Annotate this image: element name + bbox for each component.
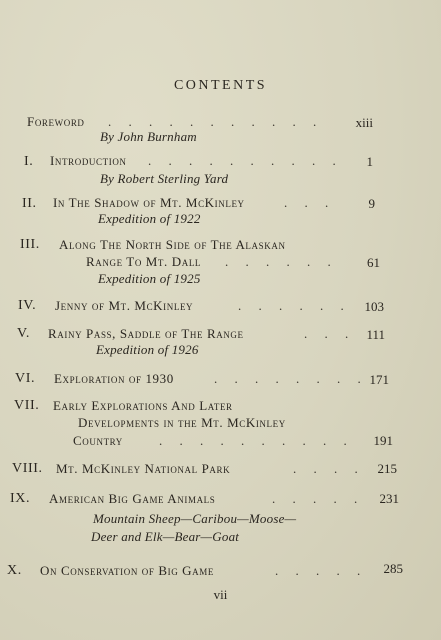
- toc-entry-3-title-line-2: Range To Mt. Dall: [86, 254, 202, 269]
- toc-entry-3-page: 61: [367, 255, 380, 270]
- page-folio: vii: [213, 587, 228, 602]
- toc-entry-8-number: VIII.: [12, 461, 43, 476]
- toc-entry-7-title-line-3: Country: [73, 433, 123, 448]
- toc-entry-7-title-line-2: Developments in the Mt. McKinley: [78, 415, 286, 430]
- leader-dots: . . .: [304, 326, 356, 341]
- toc-entry-foreword-page: xiii: [355, 115, 373, 130]
- leader-dots: . . . . . .: [225, 254, 338, 269]
- leader-dots: . . . .: [293, 461, 365, 476]
- toc-entry-8-page: 215: [377, 461, 397, 476]
- toc-entry-9-page: 231: [379, 491, 399, 506]
- toc-entry-9-subtitle-line-1: Mountain Sheep—Caribou—Moose—: [93, 511, 297, 526]
- toc-entry-foreword-byline: By John Burnham: [100, 129, 197, 144]
- toc-entry-2-page: 9: [368, 196, 375, 211]
- toc-entry-3-subtitle: Expedition of 1925: [98, 271, 201, 286]
- leader-dots: . . . . .: [272, 491, 365, 506]
- toc-entry-5-number: V.: [17, 326, 31, 341]
- toc-entry-2-title: In The Shadow of Mt. McKinley: [53, 195, 245, 210]
- toc-entry-5-title: Rainy Pass, Saddle of The Range: [48, 326, 244, 341]
- toc-entry-3-title-line-1: Along The North Side of The Alaskan: [59, 237, 286, 252]
- toc-entry-1-byline: By Robert Sterling Yard: [100, 171, 229, 186]
- toc-entry-10-page: 285: [383, 561, 403, 576]
- toc-entry-1-page: 1: [366, 154, 373, 169]
- toc-entry-5-page: 111: [366, 327, 385, 342]
- toc-entry-2-number: II.: [22, 196, 37, 211]
- leader-dots: . . . . . .: [238, 298, 351, 313]
- toc-entry-foreword-title: Foreword: [27, 114, 85, 129]
- toc-entry-5-subtitle: Expedition of 1926: [96, 342, 199, 357]
- toc-entry-6-number: VI.: [15, 371, 36, 386]
- toc-entry-3-number: III.: [20, 237, 40, 252]
- leader-dots: . . . . . . . . . .: [148, 153, 343, 168]
- toc-entry-7-page: 191: [373, 433, 393, 448]
- leader-dots: . . . . . . . . . .: [159, 433, 354, 448]
- toc-entry-4-title: Jenny of Mt. McKinley: [55, 298, 194, 313]
- toc-entry-1-title: Introduction: [50, 153, 127, 168]
- leader-dots: . . . . . . . .: [214, 371, 368, 386]
- leader-dots: . . .: [284, 195, 336, 210]
- toc-entry-10-number: X.: [7, 563, 22, 578]
- toc-entry-6-page: 171: [369, 372, 389, 387]
- leader-dots: . . . . . . . . . . .: [108, 114, 324, 129]
- toc-entry-8-title: Mt. McKinley National Park: [56, 461, 231, 476]
- toc-entry-2-subtitle: Expedition of 1922: [98, 211, 201, 226]
- toc-entry-4-page: 103: [364, 299, 384, 314]
- toc-entry-6-title: Exploration of 1930: [54, 371, 174, 386]
- toc-entry-4-number: IV.: [18, 298, 37, 313]
- leader-dots: . . . . .: [275, 563, 368, 578]
- toc-entry-10-title: On Conservation of Big Game: [40, 563, 214, 578]
- toc-entry-7-number: VII.: [14, 398, 40, 413]
- toc-entry-9-title: American Big Game Animals: [49, 491, 216, 506]
- toc-entry-9-number: IX.: [10, 491, 31, 506]
- toc-entry-7-title-line-1: Early Explorations And Later: [53, 398, 233, 413]
- toc-entry-1-number: I.: [24, 154, 34, 169]
- toc-entry-9-subtitle-line-2: Deer and Elk—Bear—Goat: [91, 529, 240, 544]
- contents-heading: CONTENTS: [173, 78, 268, 93]
